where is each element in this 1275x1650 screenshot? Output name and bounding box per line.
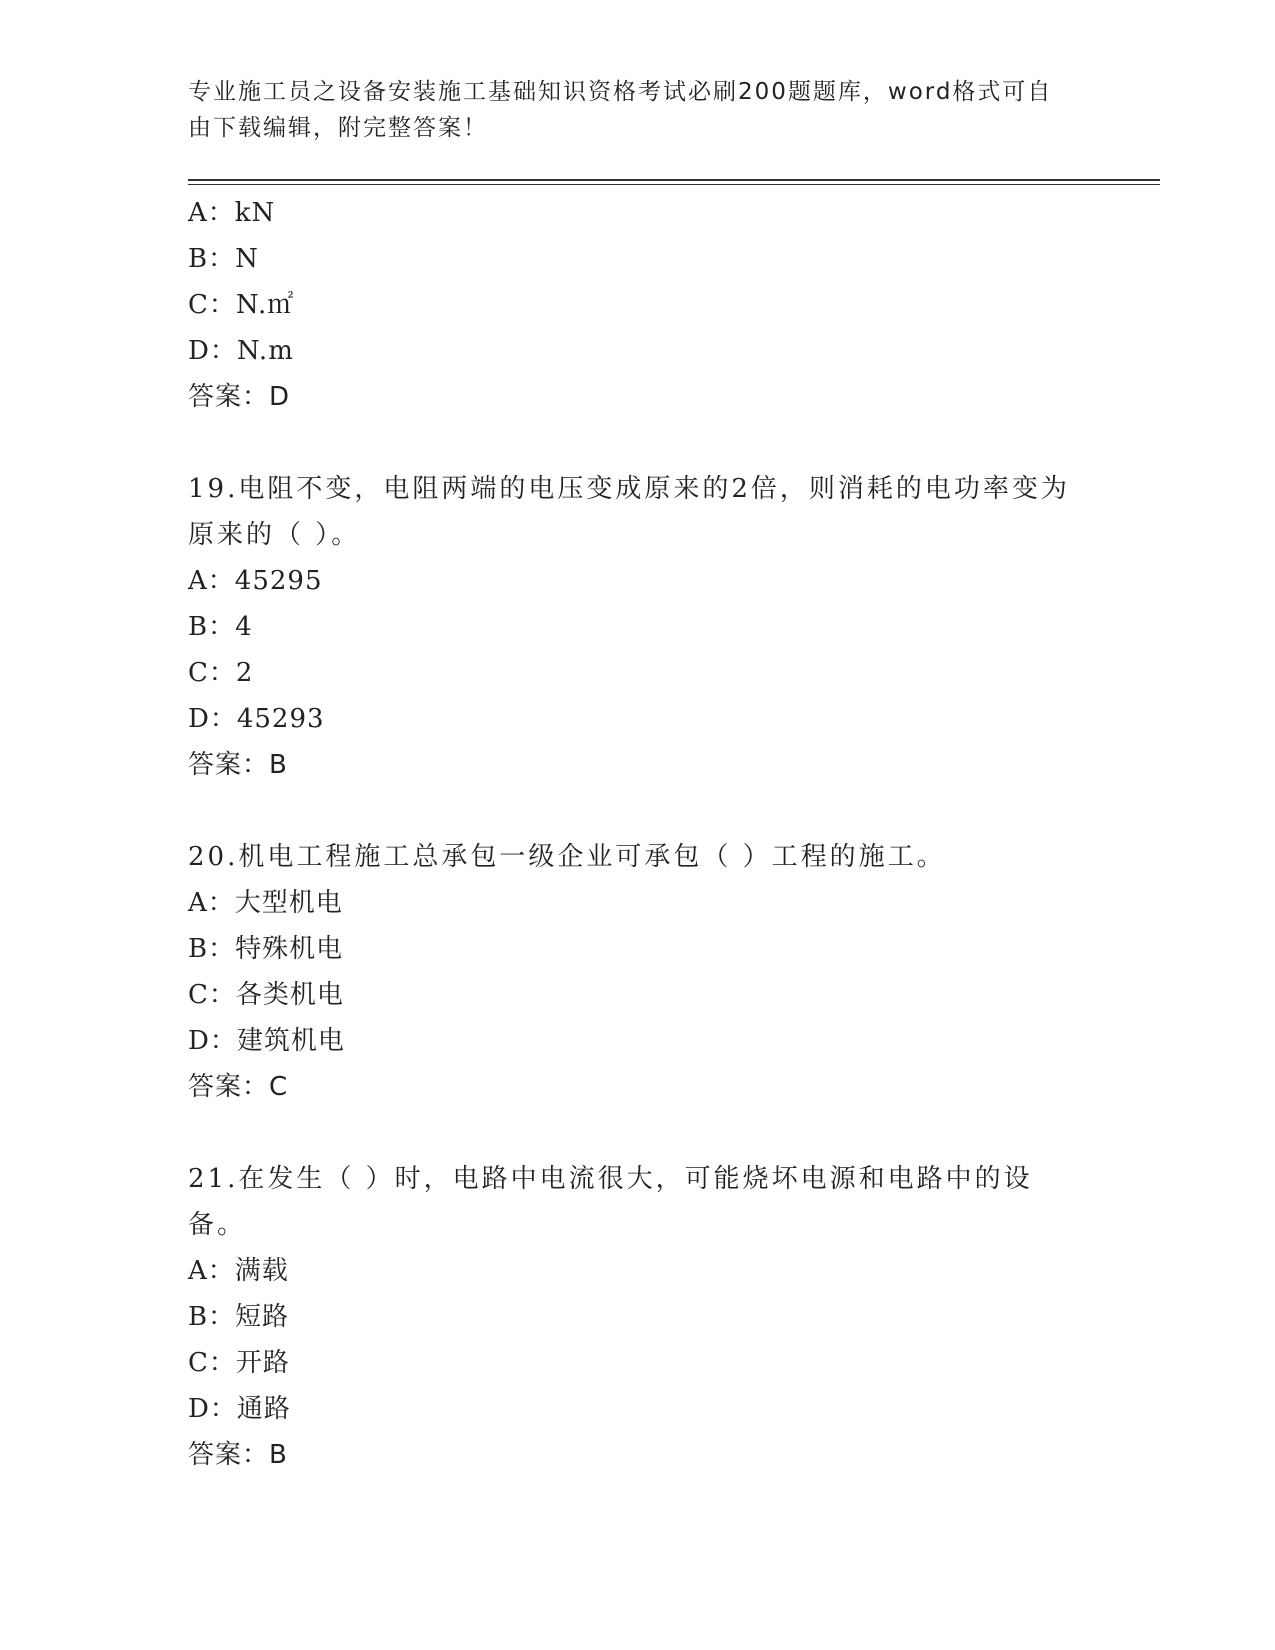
option-a: A：满载 (188, 1256, 289, 1286)
question-text: 21.在发生（ ）时，电路中电流很大，可能烧坏电源和电路中的设备。 (188, 1164, 1033, 1240)
option-b: B：特殊机电 (188, 934, 344, 964)
answer-line: 答案：B (188, 1440, 288, 1470)
option-a: A：大型机电 (188, 888, 343, 918)
document-header: 专业施工员之设备安装施工基础知识资格考试必刷200题题库，word格式可自由下载编辑，附完整答案！ (188, 79, 1053, 141)
option-a: A：kN (188, 198, 276, 228)
option-b: B：短路 (188, 1302, 290, 1332)
answer-line: 答案：D (188, 382, 291, 412)
option-c: C：各类机电 (188, 980, 344, 1010)
prev-question-block (188, 190, 1088, 420)
option-c: C：开路 (188, 1348, 290, 1378)
option-d: D：建筑机电 (188, 1026, 345, 1056)
question-19 (188, 466, 1088, 788)
spacer (188, 1110, 1088, 1156)
option-c: C：2 (188, 658, 254, 688)
option-d: D：45293 (188, 704, 325, 734)
spacer (188, 788, 1088, 834)
question-content (188, 190, 1088, 1478)
question-21 (188, 1156, 1088, 1478)
question-text: 20.机电工程施工总承包一级企业可承包（ ）工程的施工。 (188, 842, 946, 872)
option-b: B：N (188, 244, 259, 274)
question-20 (188, 834, 1088, 1110)
answer-line: 答案：C (188, 1072, 289, 1102)
header-rule-thin (188, 184, 1160, 185)
question-text: 19.电阻不变，电阻两端的电压变成原来的2倍，则消耗的电功率变为原来的（ ）。 (188, 474, 1070, 550)
answer-line: 答案：B (188, 750, 288, 780)
option-d: D：通路 (188, 1394, 291, 1424)
option-d: D：N.m (188, 336, 294, 366)
option-b: B：4 (188, 612, 253, 642)
option-c: C：N.㎡ (188, 290, 295, 320)
spacer (188, 420, 1088, 466)
header-rule-thick (188, 179, 1160, 181)
option-a: A：45295 (188, 566, 323, 596)
